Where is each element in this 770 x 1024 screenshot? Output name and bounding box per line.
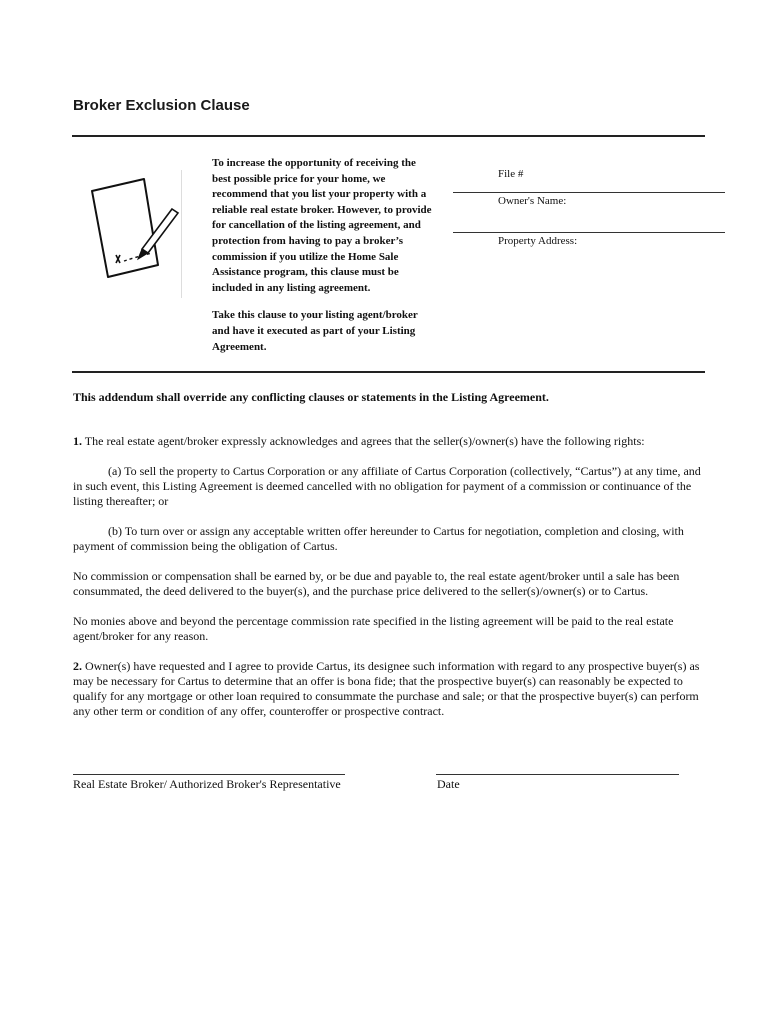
section-1-number: 1. [73, 434, 82, 448]
intro-divider [181, 170, 182, 298]
owner-name-label: Owner's Name: [498, 195, 567, 207]
intro-instruction: Take this clause to your listing agent/broker and have it executed as part of your Listing Agreement. [212, 309, 418, 353]
section-1-item-b: (b) To turn over or assign any acceptable written offer hereunder to Cartus for negotiation, completion and closing, with payment of commission being the obligation of Cartus. [73, 523, 684, 554]
section-1-item-a: (a) To sell the property to Cartus Corporation or any affiliate of Cartus Corporation (collectively, “Cartus”) at any time, and in such event, this Listing Agreement is deemed cancelled with no obligation for payment of a commission or continuance of the listing thereafter; or [73, 463, 701, 509]
date-label: Date [437, 777, 460, 791]
section-2-text: Owner(s) have requested and I agree to provide Cartus, its designee such information with regard to any prospective buyer(s) as may be necessary for Cartus to determine that an offer is bona fide; that the prospective buyer(s) can reasonably be expected to qualify for any mortgage or other loan required to consummate the purchase and sale; or that the prospective buyer(s) can perform any other term or condition of any offer, counteroffer or prospective contract. [73, 658, 700, 719]
file-number-field[interactable] [453, 192, 725, 193]
file-number-label: File # [498, 168, 524, 180]
section-2 [73, 659, 703, 720]
date-field[interactable] [436, 774, 679, 775]
commission-paragraph: No commission or compensation shall be earned by, or be due and payable to, the real estate agent/broker until a sale has been consummated, the deed delivered to the buyer(s), and the purchase price delivered to the seller(s)/owner(s) or to Cartus. [73, 568, 680, 598]
document-pen-icon [86, 173, 181, 285]
middle-divider [72, 371, 705, 373]
section-1-text: The real estate agent/broker expressly acknowledges and agrees that the seller(s)/owner(s) have the following rights: [84, 434, 645, 448]
section-2-number: 2. [73, 658, 82, 673]
broker-signature-field[interactable] [73, 774, 345, 775]
monies-paragraph: No monies above and beyond the percentage commission rate specified in the listing agreement will be paid to the real estate agent/broker for any reason. [73, 613, 674, 643]
property-address-label: Property Address: [498, 235, 578, 247]
intro-paragraph: To increase the opportunity of receiving the best possible price for your home, we recommend that you list your property with a reliable real estate broker. However, to provide for cancellation of the listing agreement, and protection from having to pay a broker’s commission if you utilize the Home Sale Assistance program, this clause must be included in any listing agreement. [212, 157, 432, 294]
clause-body [73, 434, 703, 734]
intro-block [212, 156, 432, 367]
addendum-statement: This addendum shall override any conflicting clauses or statements in the Listing Agreement. [73, 390, 549, 404]
section-1 [73, 434, 703, 449]
broker-signature-label: Real Estate Broker/ Authorized Broker's Representative [73, 777, 341, 791]
page-title: Broker Exclusion Clause [73, 97, 250, 114]
top-divider [72, 135, 705, 137]
owner-name-field[interactable] [453, 232, 725, 233]
